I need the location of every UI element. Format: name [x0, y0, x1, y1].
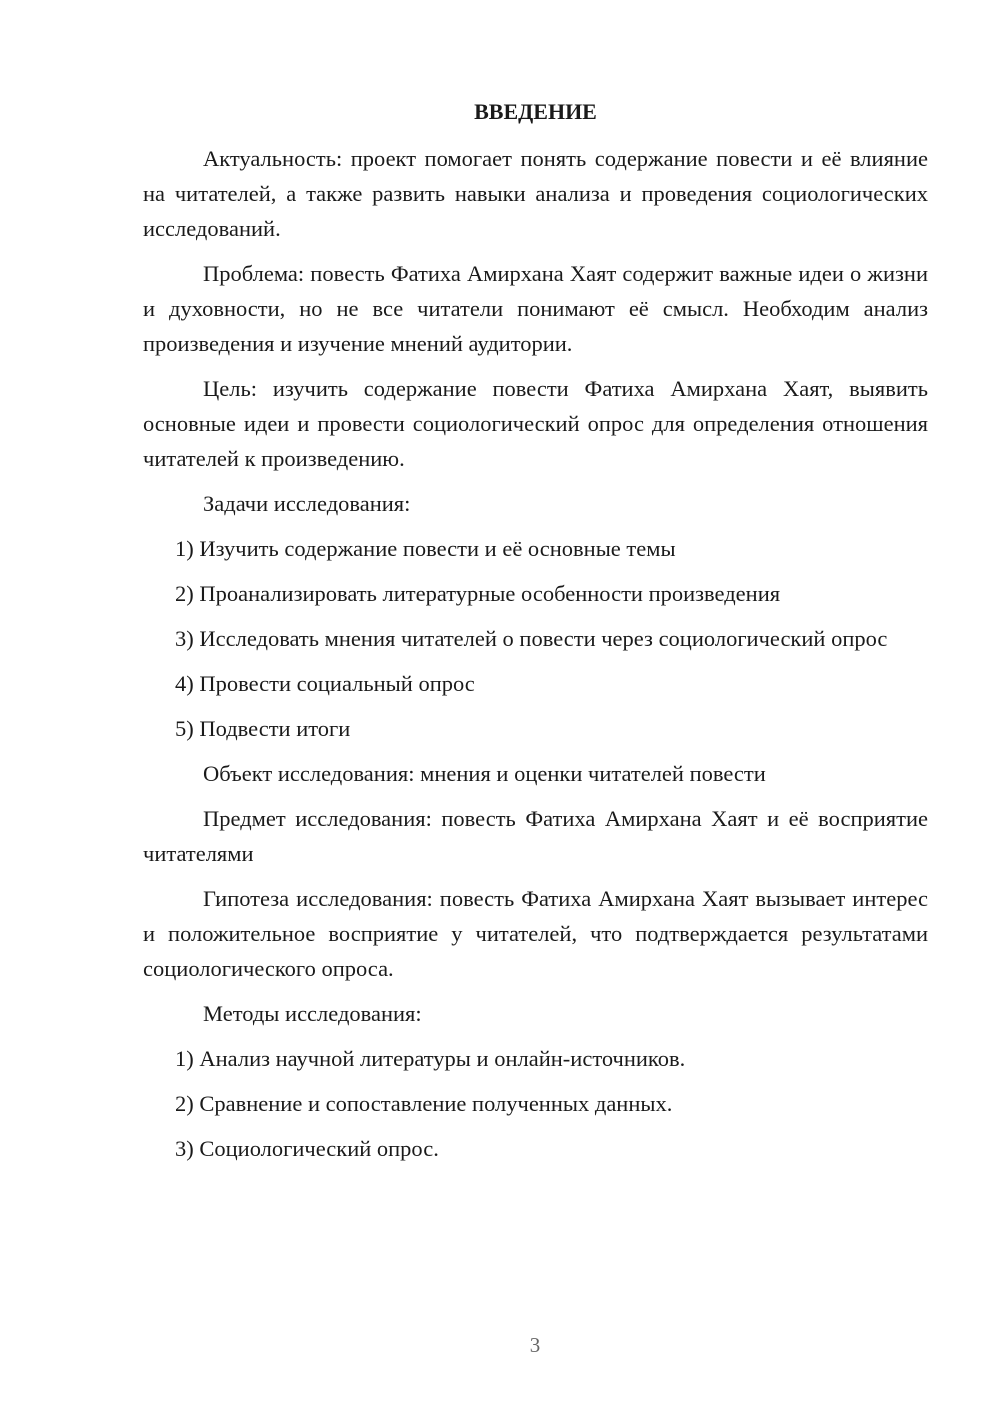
section-title: ВВЕДЕНИЕ: [474, 99, 597, 124]
method-item-2: 2) Сравнение и сопоставление полученных данных.: [175, 1091, 673, 1116]
relevance-paragraph: Актуальность: проект помогает понять содержание повести и её влияние на читателей, а также развить навыки анализа и проведения социологических исследований.: [143, 146, 928, 241]
page-content: [143, 94, 928, 1176]
subject-paragraph: Предмет исследования: повесть Фатиха Амирхана Хаят и её восприятие читателями: [143, 806, 928, 866]
task-item-3: 3) Исследовать мнения читателей о повести через социологический опрос: [175, 626, 888, 651]
method-item-1: 1) Анализ научной литературы и онлайн-источников.: [175, 1046, 686, 1071]
problem-paragraph: Проблема: повесть Фатиха Амирхана Хаят содержит важные идеи о жизни и духовности, но не все читатели понимают её смысл. Необходим анализ произведения и изучение мнений аудитории.: [143, 261, 928, 356]
goal-paragraph: Цель: изучить содержание повести Фатиха Амирхана Хаят, выявить основные идеи и провести социологический опрос для определения отношения читателей к произведению.: [143, 376, 928, 471]
tasks-heading: Задачи исследования:: [203, 491, 411, 516]
methods-heading: Методы исследования:: [203, 1001, 422, 1026]
page-number: 3: [529, 1333, 541, 1357]
task-item-2: 2) Проанализировать литературные особенности произведения: [175, 581, 781, 606]
hypothesis-paragraph: Гипотеза исследования: повесть Фатиха Амирхана Хаят вызывает интерес и положительное восприятие у читателей, что подтверждается результатами социологического опроса.: [143, 886, 928, 981]
task-item-1: 1) Изучить содержание повести и её основные темы: [175, 536, 676, 561]
method-item-3: 3) Социологический опрос.: [175, 1136, 439, 1161]
task-item-4: 4) Провести социальный опрос: [175, 671, 475, 696]
object-paragraph: Объект исследования: мнения и оценки читателей повести: [203, 761, 766, 786]
task-item-5: 5) Подвести итоги: [175, 716, 351, 741]
